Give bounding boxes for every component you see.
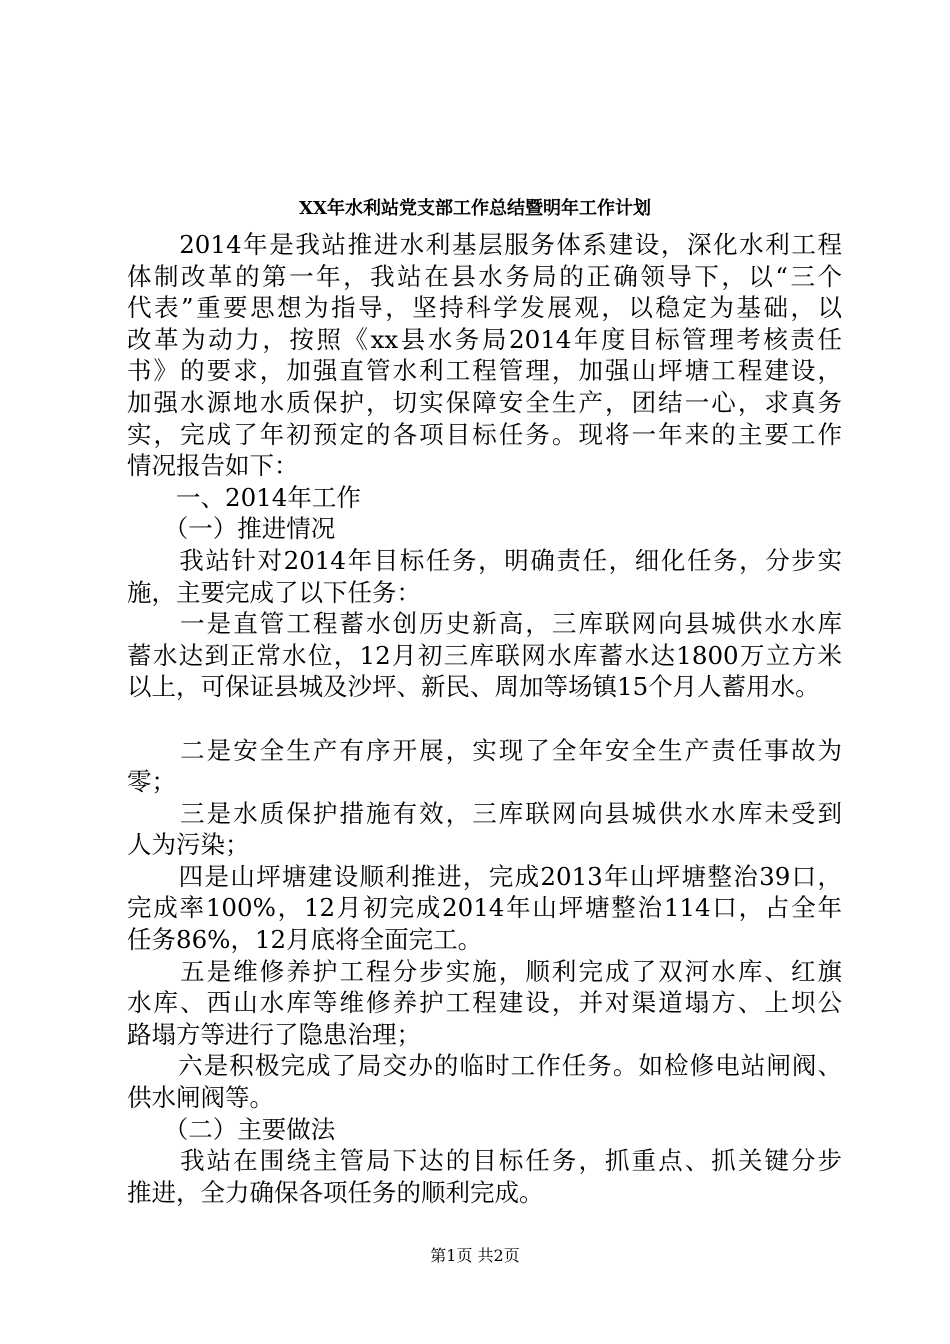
body-line: 完成率100%，12月初完成2014年山坪塘整治114口，占全年 [127,893,842,923]
body-line: 情况报告如下： [127,451,299,481]
body-line: 五是维修养护工程分步实施，顺利完成了双河水库、红旗 [127,956,842,986]
document-title: XX年水利站党支部工作总结暨明年工作计划 [299,198,651,219]
body-line: 任务86%，12月底将全面完工。 [127,925,483,955]
body-line: 四是山坪塘建设顺利推进，完成2013年山坪塘整治39口， [127,861,842,891]
body-line: 水库、西山水库等维修养护工程建设，并对渠道塌方、上坝公 [127,988,842,1018]
body-line: 以上，可保证县城及沙坪、新民、周加等场镇15个月人蓄用水。 [127,672,820,702]
body-line: 施，主要完成了以下任务： [127,577,421,607]
body-line: 改革为动力，按照《xx县水务局2014年度目标管理考核责任 [127,324,842,354]
subsection-heading: （一）推进情况 [127,514,336,544]
body-line: 三是水质保护措施有效，三库联网向县城供水水库未受到 [127,798,842,828]
body-line: 我站在围绕主管局下达的目标任务，抓重点、抓关键分步 [127,1146,842,1176]
body-line: 推进，全力确保各项任务的顺利完成。 [127,1177,544,1207]
section-heading: 一、2014年工作 [127,482,361,512]
body-line: 蓄水达到正常水位，12月初三库联网水库蓄水达1800万立方米 [127,640,842,670]
body-line: 零； [127,767,176,797]
body-line: 供水闸阀等。 [127,1083,274,1113]
body-line: 一是直管工程蓄水创历史新高，三库联网向县城供水水库 [127,609,842,639]
body-line: 书》的要求，加强直管水利工程管理，加强山坪塘工程建设， [127,356,842,386]
body-line: 加强水源地水质保护，切实保障安全生产，团结一心，求真务 [127,387,842,417]
body-line: 路塌方等进行了隐患治理； [127,1019,421,1049]
body-line: 体制改革的第一年，我站在县水务局的正确领导下，以“三个 [127,261,842,291]
body-line: 2014年是我站推进水利基层服务体系建设，深化水利工程 [127,230,842,259]
document-body [127,229,842,1208]
body-line: 六是积极完成了局交办的临时工作任务。如检修电站闸阀、 [127,1051,842,1081]
body-line: 代表”重要思想为指导，坚持科学发展观，以稳定为基础，以 [127,293,842,323]
subsection-heading: （二）主要做法 [127,1114,336,1144]
body-line: 人为污染； [127,830,250,860]
page-number-footer: 第1页 共2页 [430,1246,520,1265]
body-line: 实，完成了年初预定的各项目标任务。现将一年来的主要工作 [127,419,842,449]
body-line: 二是安全生产有序开展，实现了全年安全生产责任事故为 [127,735,842,765]
body-line: 我站针对2014年目标任务，明确责任，细化任务，分步实 [127,545,842,575]
